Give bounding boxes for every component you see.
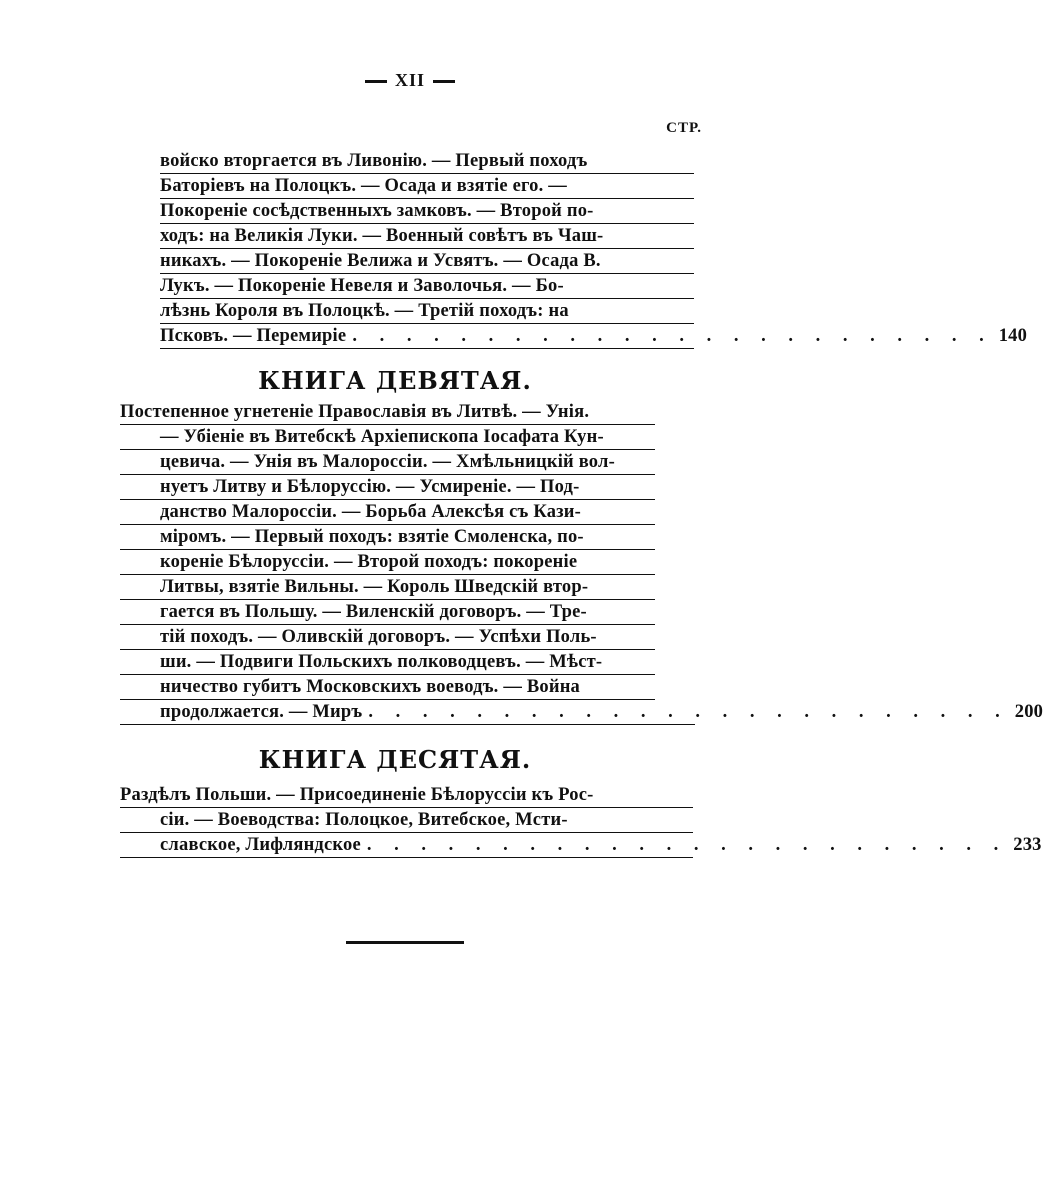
toc-entry-last-line [120,700,1043,725]
leader-dots: . . . . . . . . . . . . . . . . . . . . . . . . [366,835,1008,855]
toc-line: гается въ Польшу. — Виленскій договоръ. — Тре- [120,600,655,625]
toc-page-number[interactable]: 233 [1013,835,1042,855]
toc-entry-last-line [120,833,1042,858]
toc-line: никахъ. — Покореніе Велижа и Усвятъ. — Осада В. [160,249,694,274]
toc-line: Раздѣлъ Польши. — Присоединеніе Бѣлоруссіи къ Рос- [120,783,693,808]
toc-line: Псковъ. — Перемиріе [160,326,347,346]
toc-entry-continued [160,149,1028,349]
toc-line: Литвы, взятіе Вильны. — Король Шведскій втор- [120,575,655,600]
toc-line: Покореніе сосѣдственныхъ замковъ. — Второй по- [160,199,694,224]
toc-line: ничество губитъ Московскихъ воеводъ. — Война [120,675,655,700]
toc-line: продолжается. — Миръ [160,702,363,722]
page-number-dash-right [433,80,455,83]
toc-line: тій походъ. — Оливскій договоръ. — Успѣхи Поль- [120,625,655,650]
toc-line: міромъ. — Первый походъ: взятіе Смоленска, по- [120,525,655,550]
toc-line: лѣзнь Короля въ Полоцкѣ. — Третій походъ: на [160,299,694,324]
toc-page-number[interactable]: 200 [1014,702,1043,722]
toc-entry-book-ten [120,783,1042,858]
page-number [0,70,820,91]
toc-line: нуетъ Литву и Бѣлоруссію. — Усмиреніе. — Под- [120,475,655,500]
toc-line: сіи. — Воеводства: Полоцкое, Витебское, Мсти- [120,808,693,833]
page-column-label: СТР. [666,120,702,136]
toc-line: славское, Лифляндское [160,835,361,855]
toc-line: Лукъ. — Покореніе Невеля и Заволочья. — Бо- [160,274,694,299]
book-heading-ten: КНИГА ДЕСЯТАЯ. [258,745,532,774]
toc-entry-book-nine [120,400,1043,725]
toc-line: Баторіевъ на Полоцкъ. — Осада и взятіе его. — [160,174,694,199]
book-heading-nine: КНИГА ДЕВЯТАЯ. [258,366,532,395]
page-number-dash-left [365,80,387,83]
toc-line: ши. — Подвиги Польскихъ полководцевъ. — Мѣст- [120,650,655,675]
toc-line: Постепенное угнетеніе Православія въ Литвѣ. — Унія. [120,400,655,425]
leader-dots: . . . . . . . . . . . . . . . . . . . . . . . . [352,326,993,346]
toc-line: ходъ: на Великія Луки. — Военный совѣтъ въ Чаш- [160,224,694,249]
toc-entry-last-line [160,324,1028,349]
toc-line: цевича. — Унія въ Малороссіи. — Хмѣльницкій вол- [120,450,655,475]
leader-dots: . . . . . . . . . . . . . . . . . . . . . . . . [368,702,1009,722]
toc-line: кореніе Бѣлоруссіи. — Второй походъ: покореніе [120,550,655,575]
toc-line: войско вторгается въ Ливонію. — Первый походъ [160,149,694,174]
closing-rule [346,941,464,944]
page-number-text: XII [394,70,425,90]
toc-line: — Убіеніе въ Витебскѣ Архіепископа Іосафата Кун- [120,425,655,450]
toc-line: данство Малороссіи. — Борьба Алексѣя съ Кази- [120,500,655,525]
toc-page-number[interactable]: 140 [998,326,1028,346]
